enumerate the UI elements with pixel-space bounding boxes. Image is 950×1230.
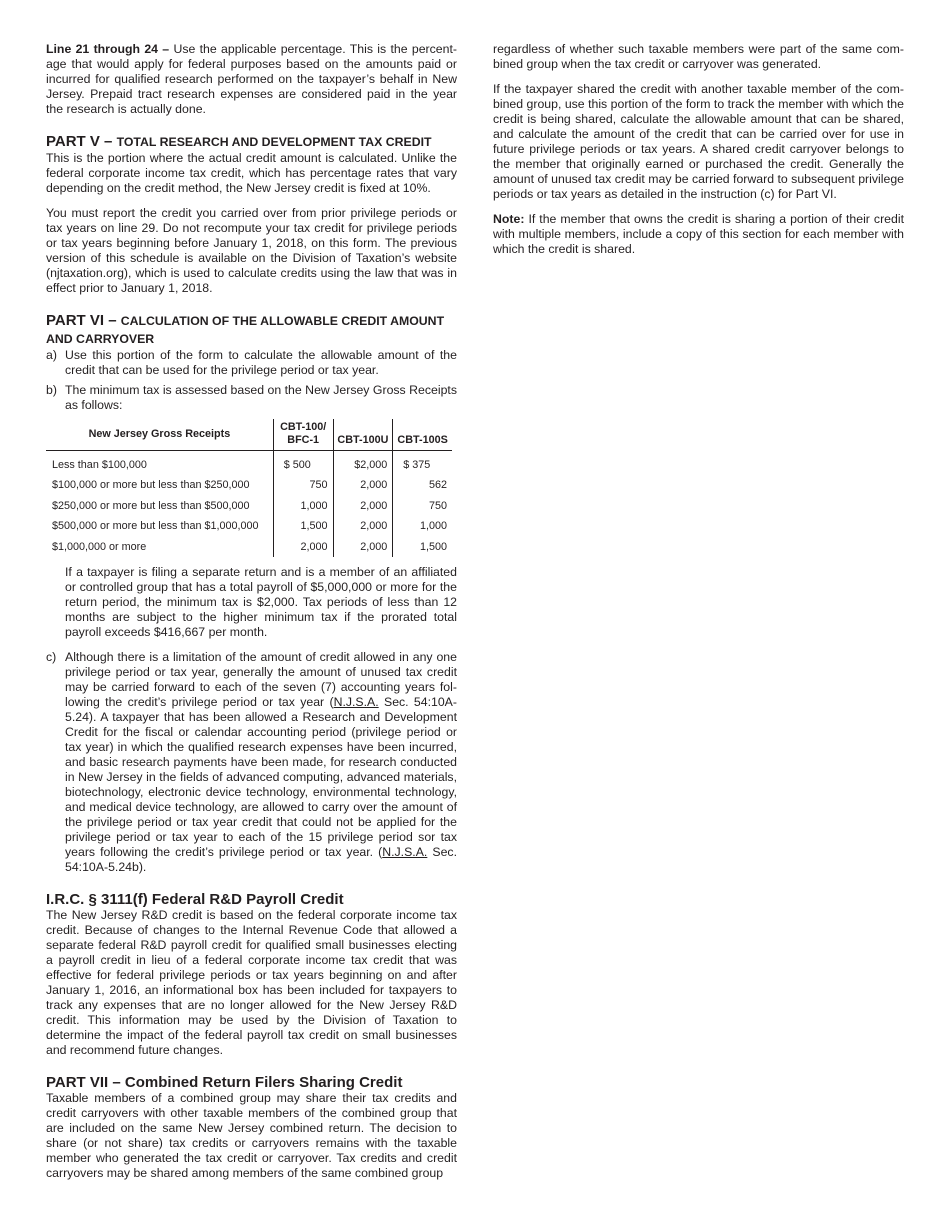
cell-receipts: $1,000,000 or more	[52, 540, 147, 553]
cell-cbt100u: 2,000	[333, 496, 393, 516]
table-row	[46, 496, 452, 516]
right-column	[493, 42, 904, 267]
table-row	[46, 455, 452, 475]
left-column	[46, 42, 457, 1191]
note-label: Note:	[493, 212, 525, 226]
note-paragraph	[493, 212, 904, 257]
part5-title: TOTAL RESEARCH AND DEVELOPMENT TAX CREDIT	[116, 135, 432, 149]
cell-cbt100: 1,000	[273, 496, 333, 516]
cell-cbt100u: 2,000	[333, 516, 393, 536]
right-paragraph-2: If the taxpayer shared the credit with another taxable member of the combined group, use this portion of the form to track the member with which the credit is being shared, calculate the allowable amount that can be shared, and calculate the amount of the credit that can be carried over for use in future privilege periods or tax years. A shared credit carryover belongs to the member that originally earned or purchased the credit. Generally the amount of unused tax credit may be carried forward to subsequent privilege periods or tax years as detailed in the instruction (c) for Part VI.	[493, 82, 904, 201]
item-b-continuation: If a taxpayer is filing a separate return and is a member of an affiliated or controlled group that has a total payroll of $5,000,000 or more for the return period, the minimum tax is $2,000. Tax periods of less than 12 months are subject to the higher minimum tax if the prorated total payroll exceeds $416,667 per month.	[65, 565, 457, 640]
njsa-citation-1: N.J.S.A.	[333, 695, 379, 710]
item-c-marker: c)	[46, 650, 57, 665]
line21-24-paragraph	[46, 42, 457, 117]
cell-cbt100s: 1,500	[393, 537, 452, 557]
part6-heading	[46, 312, 457, 348]
part5-label: PART V –	[46, 133, 113, 150]
njsa-citation-2: N.J.S.A.	[382, 845, 428, 860]
header-cbt100-bfc1: CBT-100/ BFC-1	[273, 419, 333, 451]
cell-cbt100s: $ 375	[393, 455, 452, 475]
table-row	[46, 475, 452, 495]
part6-item-a	[46, 348, 457, 378]
irc-paragraph: The New Jersey R&D credit is based on the federal corporate income tax credit. Because of changes to the Internal Revenue Code that allowed a separate federal R&D payroll credit for qualified small businesses electing a payroll credit in lieu of a federal corporate income tax credit that was effective for federal privilege periods or tax years beginning on and after January 1, 2016, an informational box has been included for taxpayers to track any expenses that are no longer allowed for the New Jersey R&D credit. This information may be used by the Division of Taxation to determine the impact of the federal payroll tax credit on small businesses and recommend future changes.	[46, 908, 457, 1058]
part6-list-c	[46, 650, 457, 875]
part5-paragraph-2: You must report the credit you carried over from prior privilege periods or tax years on line 29. Do not recompute your tax credit for privilege periods or tax years beginning before January 1, 2018, on this form. The previous version of this schedule is available on the Division of Taxation’s website (njtaxation.org), which is used to calculate credits using the law that was in effect prior to January 1, 2018.	[46, 206, 457, 295]
item-a-marker: a)	[46, 348, 57, 362]
part6-list	[46, 348, 457, 413]
irc-heading: I.R.C. § 3111(f) Federal R&D Payroll Credit	[46, 891, 344, 909]
part5-paragraph-1: This is the portion where the actual credit amount is calculated. Unlike the federal corporate income tax credit, which has percentage rates that vary depending on the credit method, the New Jersey credit is fixed at 10%.	[46, 151, 457, 195]
item-a-text: Use this portion of the form to calculate the allowable amount of the credit that can be used for the privilege period or tax year.	[65, 348, 457, 377]
line21-24-text: Use the applicable percentage. This is the percentage that would apply for federal purposes based on the amounts paid or incurred for qualified research performed on the taxpayer’s behalf in New Jersey. Prepaid tract research expenses are considered paid in the year the research is actually done.	[46, 42, 457, 116]
part7-paragraph: Taxable members of a combined group may share their tax credits and credit carryovers with other taxable members of the combined group that are included on the same New Jersey combined return. The decision to share (or not share) tax credits or carryovers remains with the taxable member who generated the tax credit or carryover. Tax credits and credit carryovers may be shared among members of the same combined group	[46, 1091, 457, 1181]
cell-cbt100s: 1,000	[393, 516, 452, 536]
cell-cbt100s: 562	[393, 475, 452, 495]
cell-cbt100: 750	[273, 475, 333, 495]
cell-receipts: $500,000 or more but less than $1,000,000	[52, 520, 259, 533]
cell-cbt100u: $2,000	[333, 455, 393, 475]
right-paragraph-1: regardless of whether such taxable members were part of the same combined group when the tax credit or carryover was generated.	[493, 42, 904, 71]
header-cbt100s: CBT-100S	[393, 419, 452, 451]
note-text: If the member that owns the credit is sharing a portion of their credit with multiple members, include a copy of this section for each member with which the credit is shared.	[493, 212, 904, 256]
item-c-text-3: Sec. 54:10A-5.24b).	[65, 845, 457, 875]
cell-cbt100: 2,000	[273, 537, 333, 557]
item-b-text: The minimum tax is assessed based on the New Jersey Gross Receipts as follows:	[65, 383, 457, 412]
header-gross-receipts: New Jersey Gross Receipts	[46, 419, 273, 451]
cell-cbt100u: 2,000	[333, 537, 393, 557]
line21-24-label: Line 21 through 24 –	[46, 42, 170, 56]
cell-receipts: $100,000 or more but less than $250,000	[52, 479, 250, 492]
cell-cbt100: 1,500	[273, 516, 333, 536]
minimum-tax-table	[46, 419, 452, 557]
cell-cbt100u: 2,000	[333, 475, 393, 495]
header-cbt100u: CBT-100U	[333, 419, 393, 451]
cell-receipts: $250,000 or more but less than $500,000	[52, 499, 250, 512]
part6-item-c	[46, 650, 457, 875]
part7-heading: PART VII – Combined Return Filers Sharing Credit	[46, 1074, 403, 1092]
cell-receipts: Less than $100,000	[52, 459, 147, 471]
table-row	[46, 516, 452, 536]
part6-item-b	[46, 383, 457, 413]
part6-title: CALCULATION OF THE ALLOWABLE CREDIT AMOUNT AND CARRYOVER	[46, 314, 445, 346]
table-row	[46, 537, 452, 557]
part5-heading	[46, 133, 457, 151]
cell-cbt100s: 750	[393, 496, 452, 516]
item-c-text-2: Sec. 54:10A-5.24). A taxpayer that has been allowed a Research and Development Credit for the fiscal or calendar accounting period (privilege period or tax year) in which the qualified research expenses have been incurred, and basic research payments have been made, for research conducted in New Jersey in the fields of advanced computing, advanced materials, biotechnology, electronic device technology, environmental technology, and medical device technology, are allowed to carry over the amount of the privilege period or tax year credit that could not be applied for the privilege period or tax year to each of the 15 privilege period sor tax years following the credit’s privilege period or tax year. (	[65, 695, 457, 860]
cell-cbt100: $ 500	[273, 455, 333, 475]
item-c-text-1: Although there is a limitation of the amount of credit allowed in any one privilege period or tax year, generally the amount of unused tax credit may be carried forward to each of the seven (7) accounting years following the credit’s privilege period or tax year (	[65, 650, 457, 710]
part6-label: PART VI –	[46, 312, 117, 329]
item-b-marker: b)	[46, 383, 57, 397]
table-header-row	[46, 419, 452, 451]
